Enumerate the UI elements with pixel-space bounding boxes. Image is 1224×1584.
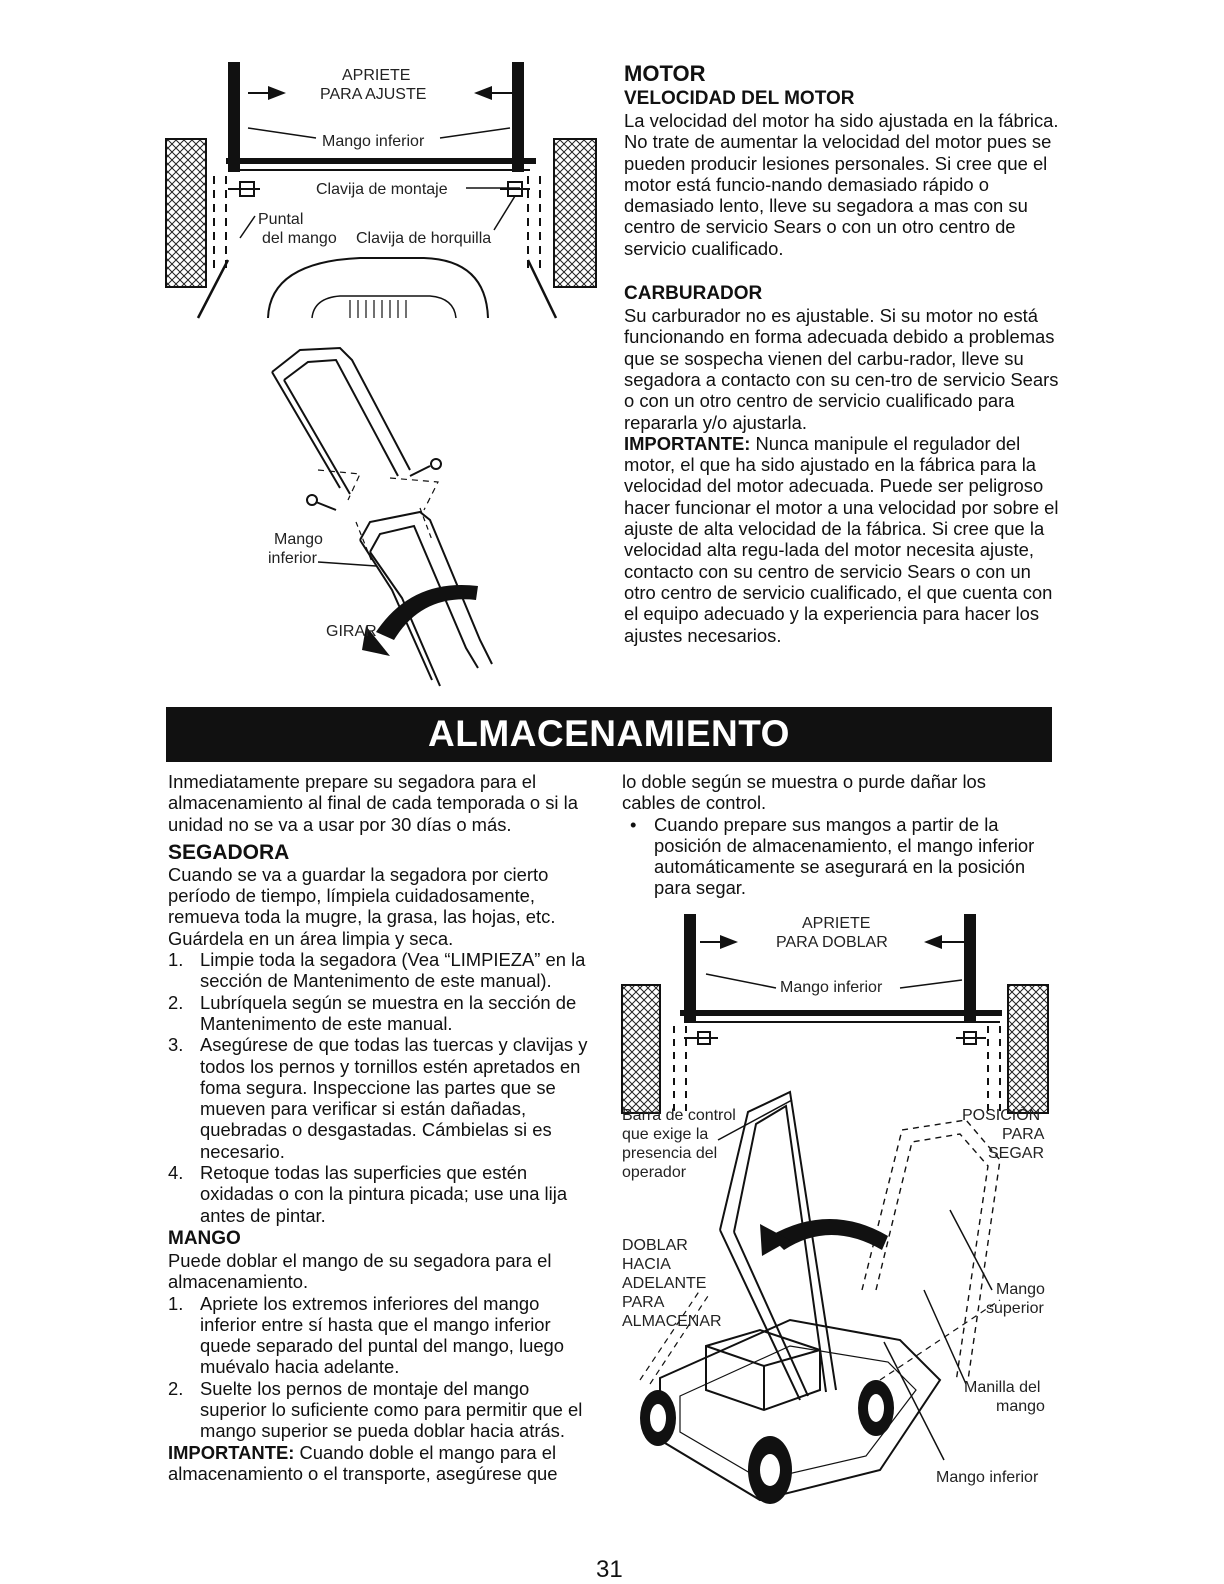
mower-title: SEGADORA bbox=[168, 840, 290, 864]
fig3-control-bar-label-4: operador bbox=[622, 1164, 687, 1181]
step-number: 3. bbox=[168, 1034, 184, 1056]
fig3-upper-handle-label-2: superior bbox=[986, 1300, 1044, 1317]
fig3-control-bar-label-3: presencia del bbox=[622, 1145, 718, 1162]
motor-important-label: IMPORTANTE: bbox=[624, 432, 751, 454]
fig3-mow-position-label-2: PARA bbox=[1002, 1126, 1045, 1143]
carburetor-text: Su carburador no es ajustable. Si su motor no está funcionando en forma adecuada debido a problemas que se sospecha vienen del carbu-rador, lleve su segadora a contacto con su cen-tro de servicio Sears o con un otro centro de servicio cualificado para repararla y/o ajustarla. bbox=[624, 305, 1059, 433]
carburetor-title: CARBURADOR bbox=[624, 283, 763, 305]
step-text: Retoque todas las superficies que estén oxidadas o con la pintura picada; use una lija antes de pintar. bbox=[200, 1162, 568, 1226]
fig3-mow-position-label: POSICIÓN bbox=[962, 1107, 1041, 1124]
fig3-fold-forward-label: DOBLAR bbox=[622, 1237, 688, 1254]
fig2-lower-label: Mango bbox=[274, 531, 323, 548]
fig2-rotate-label: GIRAR bbox=[326, 623, 377, 640]
fig3-handle-knob-label-2: mango bbox=[996, 1398, 1045, 1415]
step-number: 1. bbox=[168, 949, 184, 971]
step-text: Lubríquela según se muestra en la sección de Mantenimento de este manual. bbox=[200, 991, 577, 1034]
fig3-press-label: APRIETE bbox=[802, 915, 871, 932]
fig3-fold-forward-label-3: ADELANTE bbox=[622, 1275, 707, 1292]
storage-banner-title: ALMACENAMIENTO bbox=[428, 713, 790, 754]
fig1-press-label: APRIETE bbox=[342, 67, 411, 84]
fig2-lower-label-2: inferior bbox=[268, 550, 317, 567]
fig3-mow-position-label-3: SEGAR bbox=[988, 1145, 1045, 1162]
page-number: 31 bbox=[596, 1556, 623, 1583]
mower-text: Cuando se va a guardar la segadora por cierto período de tiempo, límpiela cuidadosamente, remueva toda la mugre, la grasa, las hojas, etc. Guárdela en un área limpia y seca. bbox=[168, 863, 556, 949]
step-number: 2. bbox=[168, 991, 184, 1013]
fig1-lower-handle-label: Mango inferior bbox=[322, 133, 425, 150]
motor-speed-title: VELOCIDAD DEL MOTOR bbox=[624, 88, 855, 109]
fig3-fold-forward-label-2: HACIA bbox=[622, 1256, 671, 1273]
bullet-icon: • bbox=[630, 813, 637, 835]
storage-important-text: Cuando doble el mango para el almacenamiento o el transporte, asegúrese que bbox=[168, 1441, 558, 1484]
fig3-upper-handle-label: Mango bbox=[996, 1281, 1045, 1298]
step-number: 4. bbox=[168, 1162, 184, 1184]
storage-right-continuation: lo doble según se muestra o purde dañar los cables de control. bbox=[622, 771, 986, 814]
step-number: 1. bbox=[168, 1292, 184, 1314]
fig3-lower-handle-bottom-label: Mango inferior bbox=[936, 1469, 1039, 1486]
step-text: Limpie toda la segadora (Vea “LIMPIEZA” en la sección de Mantenimento de este manual). bbox=[200, 949, 586, 992]
motor-important-text: Nunca manipule el regulador del motor, el que ha sido ajustado en la fábrica para la velocidad del motor adecuada. Puede ser peligroso hacer funcionar el motor a una velocidad por sobre el ajuste de alta velocidad de la fábrica. Si cree que la velocidad alta regu-lada del motor necesita ajuste, contacto con su centro de servicio Sears o con un otro centro de servicio cualificado, el que cuenta con el equipo adecuado y la experiencia para hacer los ajustes necesarios. bbox=[624, 432, 1059, 646]
step-text: Suelte los pernos de montaje del mango superior lo suficiente como para permitir que el mango superior se pueda doblar hacia atrás. bbox=[200, 1377, 583, 1442]
bullet-text: Cuando prepare sus mangos a partir de la posición de almacenamiento, el mango inferior automáticamente se asegurará en la posición para segar. bbox=[654, 813, 1035, 899]
fig3-control-bar-label: Barra de control bbox=[622, 1107, 736, 1124]
fig3-fold-label: PARA DOBLAR bbox=[776, 934, 888, 951]
motor-speed-text: La velocidad del motor ha sido ajustada en la fábrica. No trate de aumentar la velocidad del motor pues se pueden producir lesiones personales. Si cree que el motor está funcio-nando demasiado rápido o demasiado lento, lleve su segadora a mas con su centro de servicio Sears o con un otro centro de servicio cualificado. bbox=[624, 110, 1059, 259]
storage-intro: Inmediatamente prepare su segadora para el almacenamiento al final de cada temporada o si la unidad no se va a usar por 30 días o más. bbox=[168, 771, 578, 835]
fig1-mount-pin-label: Clavija de montaje bbox=[316, 181, 448, 198]
handle-title: MANGO bbox=[168, 1227, 241, 1249]
fig1-adjust-label: PARA AJUSTE bbox=[320, 86, 427, 103]
fig3-handle-knob-label: Manilla del bbox=[964, 1379, 1041, 1396]
fig3-fold-forward-label-5: ALMACENAR bbox=[622, 1313, 722, 1330]
motor-title: MOTOR bbox=[624, 61, 706, 86]
fig1-strut-label-2: del mango bbox=[262, 230, 337, 247]
fig1-fork-pin-label: Clavija de horquilla bbox=[356, 230, 492, 247]
fig3-fold-forward-label-4: PARA bbox=[622, 1294, 665, 1311]
step-number: 2. bbox=[168, 1377, 184, 1399]
storage-important-label: IMPORTANTE: bbox=[168, 1441, 295, 1463]
handle-text: Puede doblar el mango de su segadora para el almacenamiento. bbox=[168, 1249, 552, 1293]
fig3-control-bar-label-2: que exige la bbox=[622, 1126, 709, 1143]
step-text: Apriete los extremos inferiores del mango inferior entre sí hasta que el mango inferior quede separado del puntal del mango, luego muévalo hacia adelante. bbox=[200, 1292, 565, 1378]
fig3-lower-handle-label: Mango inferior bbox=[780, 979, 883, 996]
fig1-strut-label: Puntal bbox=[258, 211, 304, 228]
step-text: Asegúrese de que todas las tuercas y clavijas y todos los pernos y tornillos estén apretados en foma segura. Inspeccione las partes que se mueven para verificar si están dañadas, quebradas o desgastadas. Cámbielas si es necesario. bbox=[200, 1034, 588, 1162]
